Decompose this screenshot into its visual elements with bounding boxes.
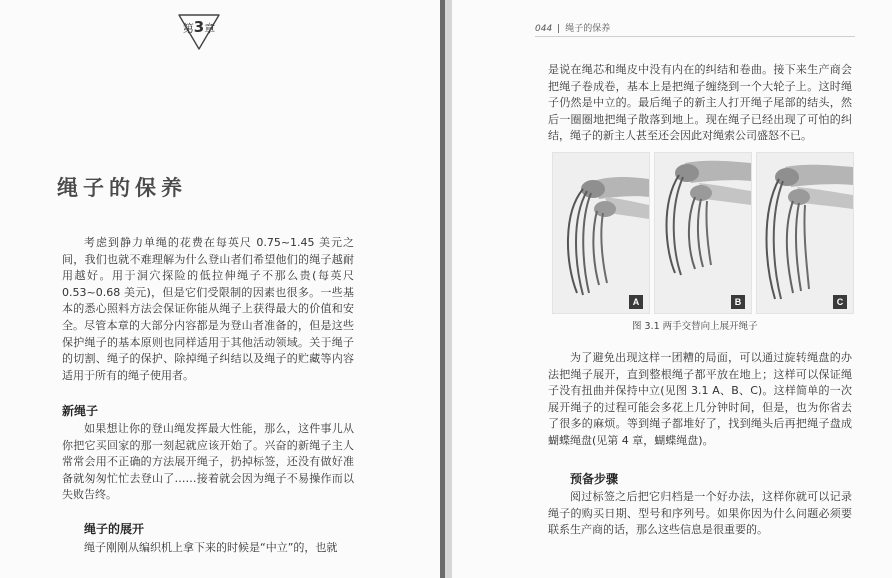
section-paragraph-unrolling: 绳子刚刚从编织机上拿下来的时候是“中立”的，也就 — [84, 541, 338, 554]
figure-panel-label-a: A — [629, 295, 643, 309]
section-paragraph-prep: 阅过标签之后把它归档是一个好办法，这样你就可以记录绳子的购买日期、型号和序列号。如果你因为什么问题必须要联系生产商的话，那么这些信息是很重要的。 — [548, 490, 852, 536]
figure-caption: 图 3.1 两手交替向上展开绳子 — [632, 321, 758, 332]
page-number: 044 — [535, 24, 553, 34]
section-paragraph-new-rope: 如果想让你的登山绳发挥最大性能，那么，这件事儿从你把它买回家的那一刻起就应该开始了。兴奋的新绳子主人常常会用不正确的方法展开绳子，扔掉标签，还没有做好准备就匆匆忙忙去登山了……接着就会因为绳子不易操作而以失败告终。 — [62, 422, 354, 501]
figure-panel-label-b: B — [731, 295, 745, 309]
running-head-title: 绳子的保养 — [565, 24, 611, 34]
section-heading-new-rope: 新绳子 — [62, 404, 99, 418]
section-heading-prep: 预备步骤 — [570, 472, 619, 486]
intro-paragraph-2: 尽管本章的大部分内容都是为登山者准备的，但是这些保护绳子的基本原则也同样适用于其他活动领域。关于绳子的切割、绳子的保护、除掉绳子纠结以及绳子的贮藏等内容适用于所有的绳子使用者。 — [62, 319, 354, 382]
chapter-badge — [176, 12, 222, 52]
figure-photo-a — [552, 152, 650, 314]
right-top-paragraph: 是说在绳芯和绳皮中没有内在的纠结和卷曲。接下来生产商会把绳子卷成卷，基本上是把绳子缠绕到一个大轮子上。这时绳子仍然是中立的。最后绳子的新主人打开绳子尾部的结头，然后一圈圈地把绳子散落到地上。现在绳子已经出现了可怕的纠结，绳子的新主人甚至还会因此对绳索公司盛怒不已。 — [548, 63, 852, 142]
header-rule — [535, 36, 855, 37]
chapter-badge-prefix: 第 — [182, 22, 194, 35]
right-middle-paragraph: 为了避免出现这样一团糟的局面，可以通过旋转绳盘的办法把绳子展开，直到整根绳子都平放在地上；这样可以保证绳子没有扭曲并保持中立(见图 3.1 A、B、C)。这样简单的一次展开绳子的过程可能会多花上几分钟时间，但是，也为你省去了很多的麻烦。等到绳子都堆好了，找到绳头后再把绳子盘成蝴蝶绳盘(见第 4 章，蝴蝶绳盘)。 — [548, 351, 852, 447]
section-heading-unrolling: 绳子的展开 — [84, 522, 145, 536]
chapter-badge-suffix: 章 — [204, 22, 216, 35]
chapter-title: 绳子的保养 — [57, 176, 187, 200]
book-gutter-edge — [445, 0, 452, 578]
running-header — [535, 21, 610, 34]
chapter-number: 3 — [193, 18, 205, 36]
figure-photo-c — [756, 152, 854, 314]
figure-photo-b — [654, 152, 752, 314]
intro-paragraph-1: 考虑到静力单绳的花费在每英尺 0.75~1.45 美元之间，我们也就不难理解为什么登山者们希望他们的绳子越耐用越好。用于洞穴探险的低拉伸绳子不那么贵(每英尺 0.53~0.68 美元)，但是它们受限制的因素也很多。一些基本的悉心照料方法会保证你能从绳子上获得最大的价值和安全。 — [62, 236, 354, 332]
header-divider — [558, 24, 559, 33]
figure-panel-label-c: C — [833, 295, 847, 309]
